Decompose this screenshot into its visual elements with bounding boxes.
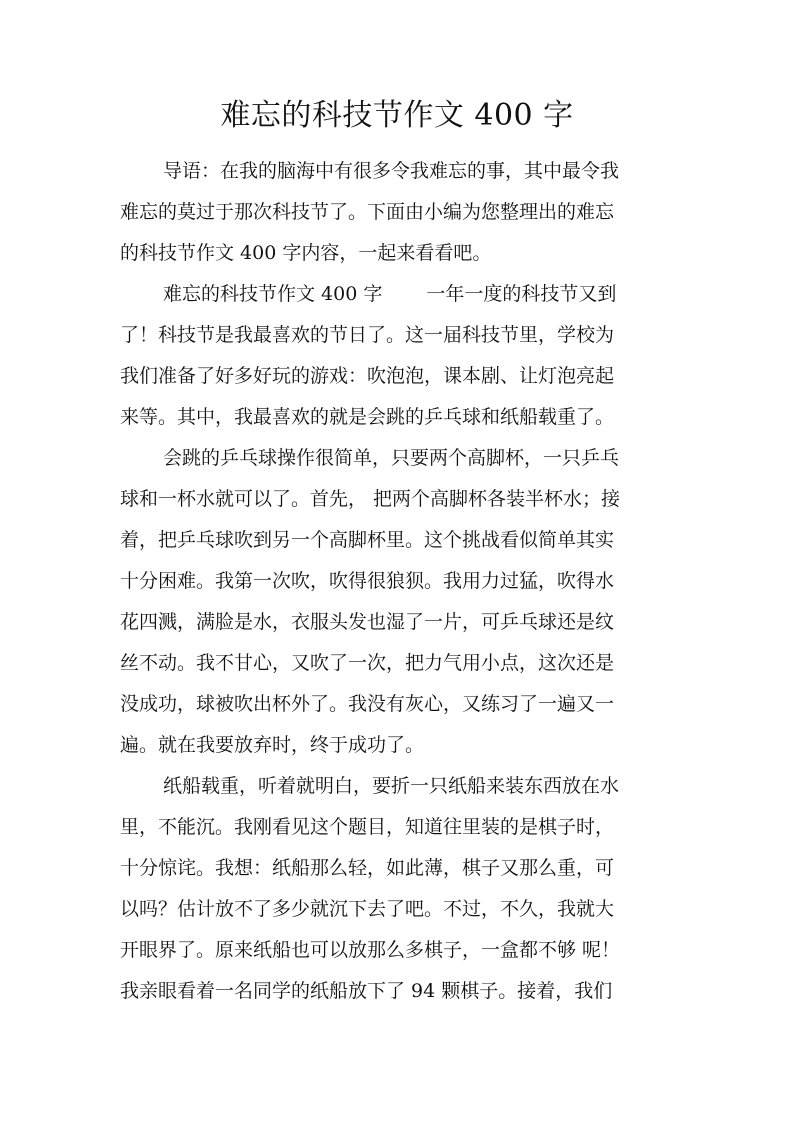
line-text: 难忘的莫过于那次科技节了。下面由小编为您整理出的难忘 — [120, 201, 615, 223]
line-text: 我亲眼看着一名同学的纸船放下了 94 颗棋子。接着，我们 — [120, 980, 613, 1002]
line-text: 十分困难。我第一次吹，吹得很狼狈。我用力过猛，吹得水 — [120, 570, 615, 592]
document-body — [120, 151, 685, 1012]
text-line — [120, 889, 685, 930]
text-line — [120, 274, 685, 315]
line-text: 一年一度的科技节又到 — [426, 283, 617, 305]
line-text: 十分惊诧。我想：纸船那么轻，如此薄，棋子又那么重，可 — [120, 857, 615, 879]
text-line — [120, 151, 685, 192]
text-line — [120, 930, 685, 971]
text-line — [120, 561, 685, 602]
line-text: 球和一杯水就可以了。首先， 把两个高脚杯各装半杯水；接 — [120, 488, 621, 510]
document-title: 难忘的科技节作文 400 字 — [220, 98, 574, 133]
line-text: 没成功，球被吹出杯外了。我没有灰心，又练习了一遍又一 — [120, 693, 615, 715]
inline-subtitle: 难忘的科技节作文 400 字 — [163, 283, 383, 305]
text-line — [120, 848, 685, 889]
line-text: 导语：在我的脑海中有很多令我难忘的事，其中最令我 — [163, 160, 620, 182]
line-text: 里，不能沉。我刚看见这个题目，知道往里装的是棋子时， — [120, 816, 615, 838]
text-line — [120, 602, 685, 643]
text-line — [120, 479, 685, 520]
text-line — [120, 725, 685, 766]
line-text: 来等。其中，我最喜欢的就是会跳的乒乓球和纸船载重了。 — [120, 406, 615, 428]
line-text: 会跳的乒乓球操作很简单，只要两个高脚杯，一只乒乓 — [163, 447, 620, 469]
line-text: 纸船载重，听着就明白，要折一只纸船来装东西放在水 — [163, 775, 620, 797]
text-line — [120, 233, 685, 274]
text-line — [120, 807, 685, 848]
text-line — [120, 397, 685, 438]
text-line — [120, 192, 685, 233]
line-text: 丝不动。我不甘心，又吹了一次，把力气用小点，这次还是 — [120, 652, 615, 674]
line-text: 我们准备了好多好玩的游戏：吹泡泡，课本剧、让灯泡亮起 — [120, 365, 615, 387]
text-line — [120, 643, 685, 684]
line-text: 了！科技节是我最喜欢的节日了。这一届科技节里，学校为 — [120, 324, 615, 346]
line-text: 的科技节作文 400 字内容，一起来看看吧。 — [120, 242, 492, 264]
text-line — [120, 684, 685, 725]
text-line — [120, 520, 685, 561]
text-line — [120, 356, 685, 397]
text-line — [120, 766, 685, 807]
line-text: 遍。就在我要放弃时，终于成功了。 — [120, 734, 425, 756]
line-text: 花四溅，满脸是水，衣服头发也湿了一片，可乒乓球还是纹 — [120, 611, 615, 633]
text-line — [120, 971, 685, 1012]
line-text: 着，把乒乓球吹到另一个高脚杯里。这个挑战看似简单其实 — [120, 529, 615, 551]
line-text: 开眼界了。原来纸船也可以放那么多棋子，一盒都不够 呢！ — [120, 939, 621, 961]
text-line — [120, 315, 685, 356]
text-line — [120, 438, 685, 479]
line-text: 以吗？估计放不了多少就沉下去了吧。不过，不久，我就大 — [120, 898, 615, 920]
